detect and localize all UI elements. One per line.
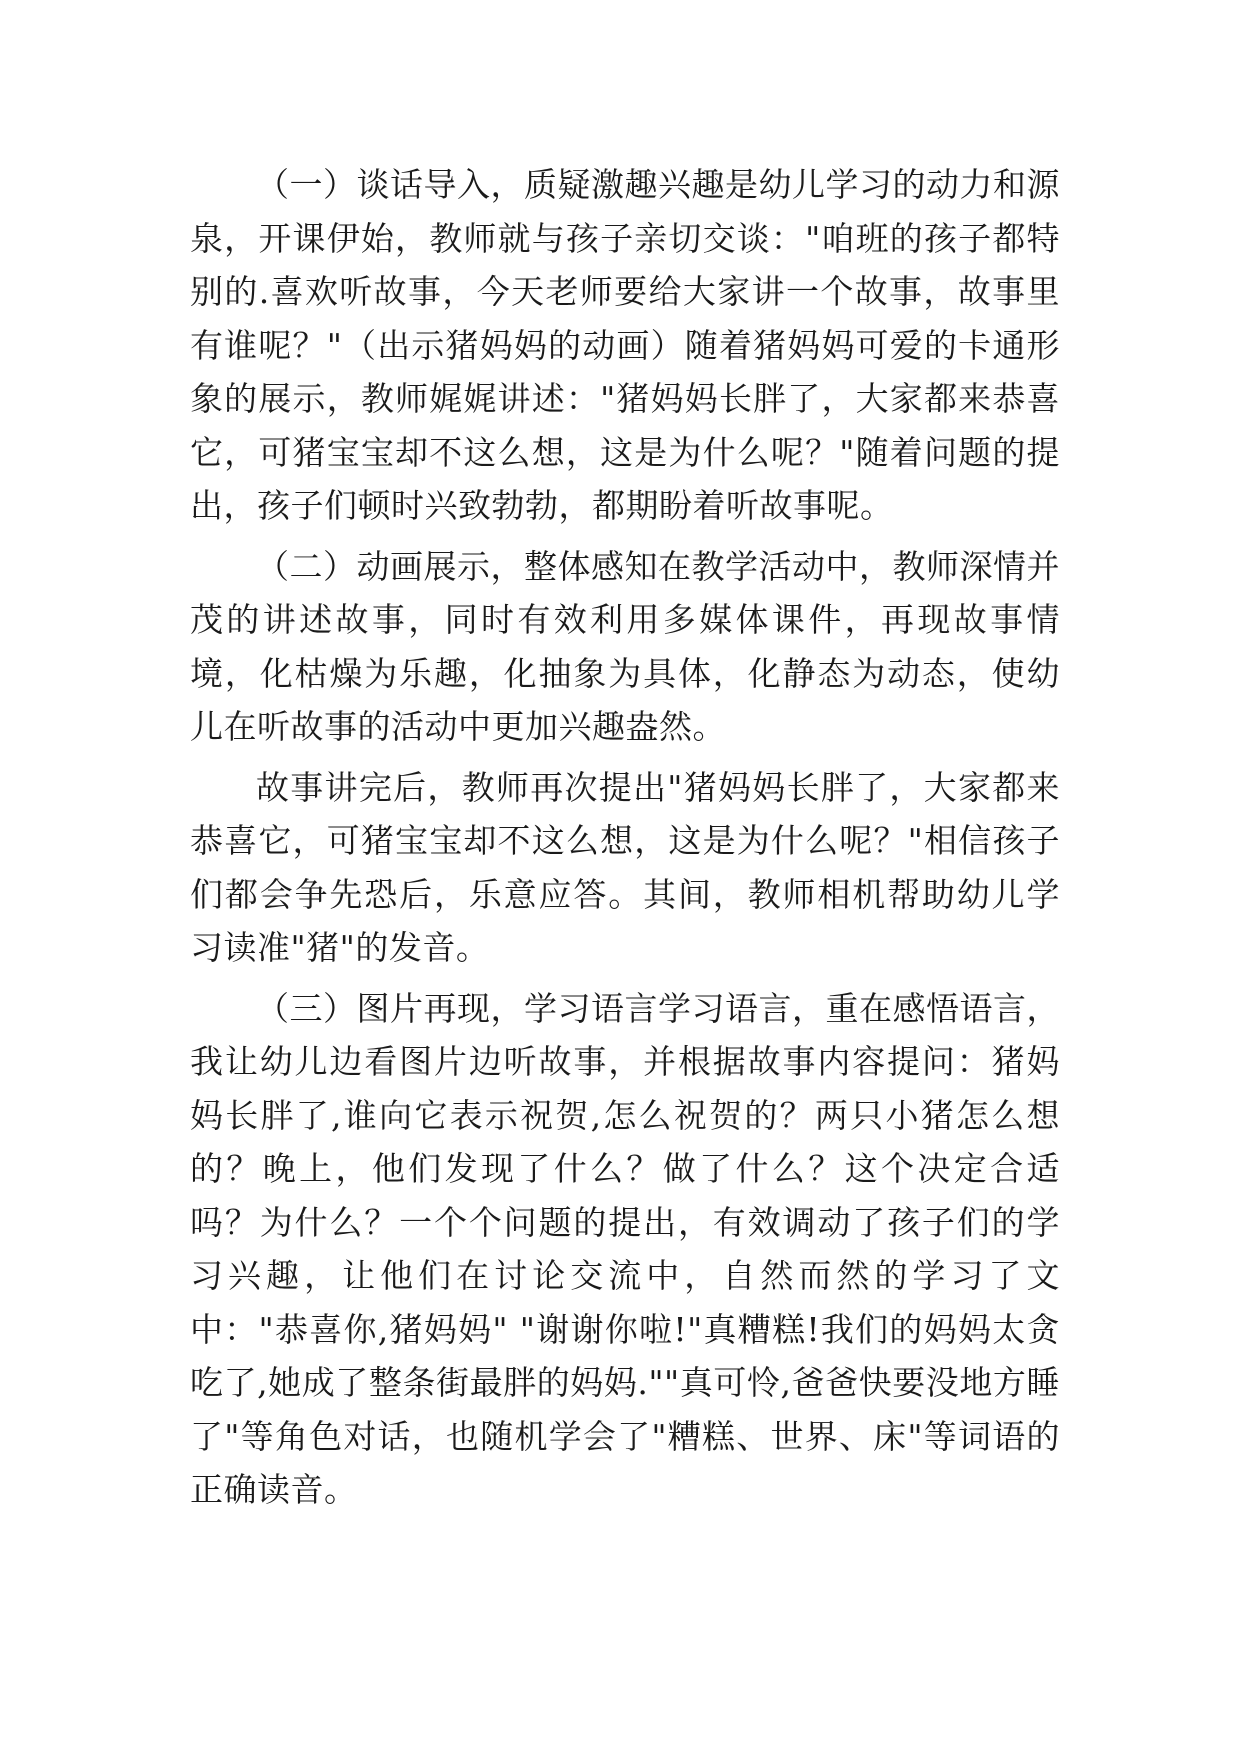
paragraph-2: （二）动画展示，整体感知在教学活动中，教师深情并茂的讲述故事，同时有效利用多媒体课件，再现故事情境，化枯燥为乐趣，化抽象为具体，化静态为动态，使幼儿在听故事的活动中更加兴趣盎然。 <box>190 546 1060 746</box>
paragraph-4: （三）图片再现，学习语言学习语言，重在感悟语言，我让幼儿边看图片边听故事，并根据故事内容提问：猪妈妈长胖了,谁向它表示祝贺,怎么祝贺的？两只小猪怎么想的？晚上，他们发现了什么？做了什么？这个决定合适吗？为什么？一个个问题的提出，有效调动了孩子们的学习兴趣，让他们在讨论交流中，自然而然的学习了文中："恭喜你,猪妈妈" "谢谢你啦!"真糟糕!我们的妈妈太贪吃了,她成了整条街最胖的妈妈.""真可怜,爸爸快要没地方睡了"等角色对话，也随机学会了"糟糕、世界、床"等词语的正确读音。 <box>190 988 1060 1509</box>
document-body <box>190 158 1060 1524</box>
paragraph-1: （一）谈话导入，质疑激趣兴趣是幼儿学习的动力和源泉，开课伊始，教师就与孩子亲切交谈："咱班的孩子都特别的.喜欢听故事，今天老师要给大家讲一个故事，故事里有谁呢？"（出示猪妈妈的动画）随着猪妈妈可爱的卡通形象的展示，教师娓娓讲述："猪妈妈长胖了，大家都来恭喜它，可猪宝宝却不这么想，这是为什么呢？"随着问题的提出，孩子们顿时兴致勃勃，都期盼着听故事呢。 <box>190 165 1060 525</box>
paragraph-3: 故事讲完后，教师再次提出"猪妈妈长胖了，大家都来恭喜它，可猪宝宝却不这么想，这是为什么呢？"相信孩子们都会争先恐后，乐意应答。其间，教师相机帮助幼儿学习读准"猪"的发音。 <box>190 767 1060 967</box>
